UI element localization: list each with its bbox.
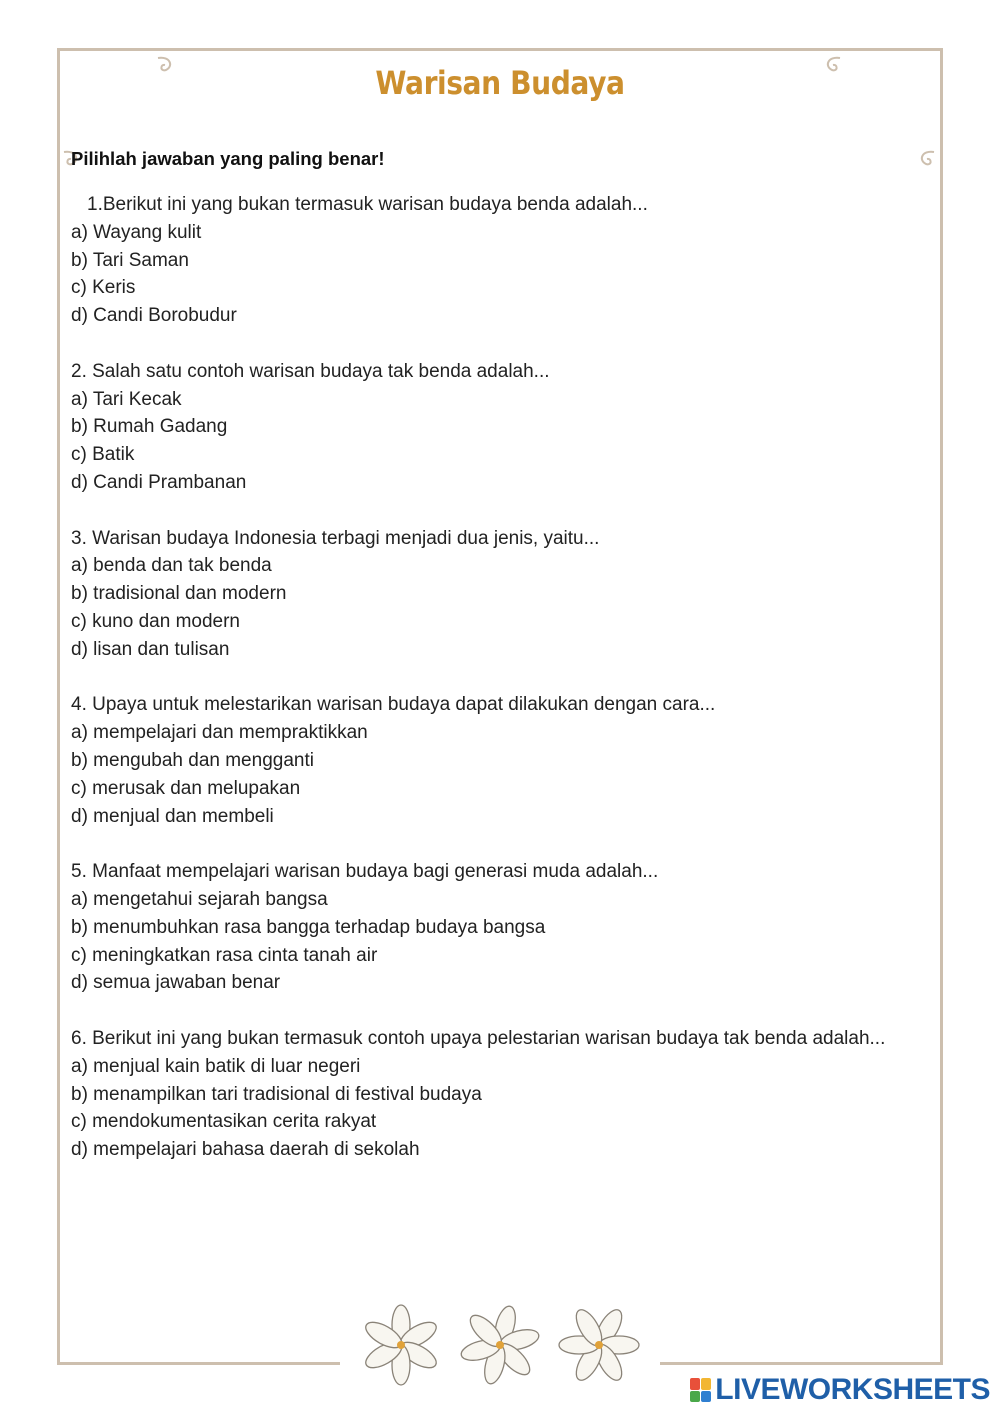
- answer-option[interactable]: a) benda dan tak benda: [71, 555, 272, 577]
- jasmine-flower-icon: [356, 1300, 446, 1390]
- answer-option[interactable]: a) mempelajari dan mempraktikkan: [71, 722, 368, 744]
- answer-option[interactable]: d) lisan dan tulisan: [71, 638, 230, 660]
- question-5: [71, 858, 911, 997]
- question-text: 1.Berikut ini yang bukan termasuk warisan budaya benda adalah...: [87, 194, 648, 215]
- answer-option[interactable]: d) semua jawaban benar: [71, 972, 281, 994]
- answer-option[interactable]: a) Tari Kecak: [71, 388, 182, 410]
- answer-option[interactable]: d) menjual dan membeli: [71, 805, 274, 827]
- question-text: 4. Upaya untuk melestarikan warisan budaya dapat dilakukan dengan cara...: [71, 694, 716, 716]
- answer-option[interactable]: d) Candi Borobudur: [71, 305, 237, 327]
- answer-option[interactable]: c) mendokumentasikan cerita rakyat: [71, 1111, 377, 1133]
- answer-option[interactable]: b) menumbuhkan rasa bangga terhadap budaya bangsa: [71, 916, 546, 938]
- frame-right-border: [940, 48, 943, 1365]
- frame-bottom-right-border: [660, 1362, 943, 1365]
- question-3: [71, 525, 911, 664]
- answer-option[interactable]: b) menampilkan tari tradisional di festival budaya: [71, 1083, 482, 1105]
- answer-option[interactable]: b) tradisional dan modern: [71, 583, 287, 605]
- answer-option[interactable]: a) menjual kain batik di luar negeri: [71, 1055, 361, 1077]
- question-1: [71, 191, 911, 330]
- question-2: [71, 358, 911, 497]
- answer-option[interactable]: b) Rumah Gadang: [71, 416, 228, 438]
- answer-option[interactable]: d) mempelajari bahasa daerah di sekolah: [71, 1139, 420, 1161]
- frame-left-border: [57, 48, 60, 1365]
- question-text: 2. Salah satu contoh warisan budaya tak benda adalah...: [71, 360, 550, 382]
- answer-option[interactable]: c) Batik: [71, 444, 135, 466]
- jasmine-flower-icon: [554, 1300, 644, 1390]
- answer-option[interactable]: c) Keris: [71, 277, 136, 299]
- question-text: 5. Manfaat mempelajari warisan budaya bagi generasi muda adalah...: [71, 861, 659, 883]
- question-text: 3. Warisan budaya Indonesia terbagi menjadi dua jenis, yaitu...: [71, 527, 600, 549]
- answer-option[interactable]: a) mengetahui sejarah bangsa: [71, 888, 328, 910]
- curl-ornament-icon: [916, 148, 938, 170]
- page-title: Warisan Budaya: [375, 64, 625, 102]
- answer-option[interactable]: c) meningkatkan rasa cinta tanah air: [71, 944, 378, 966]
- question-4: [71, 691, 911, 830]
- answer-option[interactable]: b) mengubah dan mengganti: [71, 749, 314, 771]
- flower-decoration: [350, 1300, 650, 1390]
- liveworksheets-logo-icon: [690, 1378, 711, 1402]
- answer-option[interactable]: a) Wayang kulit: [71, 221, 202, 243]
- frame-top-border: [57, 48, 943, 51]
- answer-option[interactable]: c) merusak dan melupakan: [71, 777, 301, 799]
- question-list: [71, 191, 911, 1192]
- question-text: 6. Berikut ini yang bukan termasuk contoh upaya pelestarian warisan budaya tak benda adalah...: [71, 1027, 886, 1049]
- instruction-text: Pilihlah jawaban yang paling benar!: [71, 148, 385, 169]
- brand-name: LIVEWORKSHEETS: [715, 1373, 990, 1406]
- answer-option[interactable]: c) kuno dan modern: [71, 610, 240, 632]
- answer-option[interactable]: d) Candi Prambanan: [71, 471, 247, 493]
- jasmine-flower-icon: [455, 1300, 545, 1390]
- question-6: [71, 1025, 911, 1164]
- liveworksheets-brand: [690, 1372, 990, 1408]
- frame-bottom-left-border: [57, 1362, 340, 1365]
- answer-option[interactable]: b) Tari Saman: [71, 249, 189, 271]
